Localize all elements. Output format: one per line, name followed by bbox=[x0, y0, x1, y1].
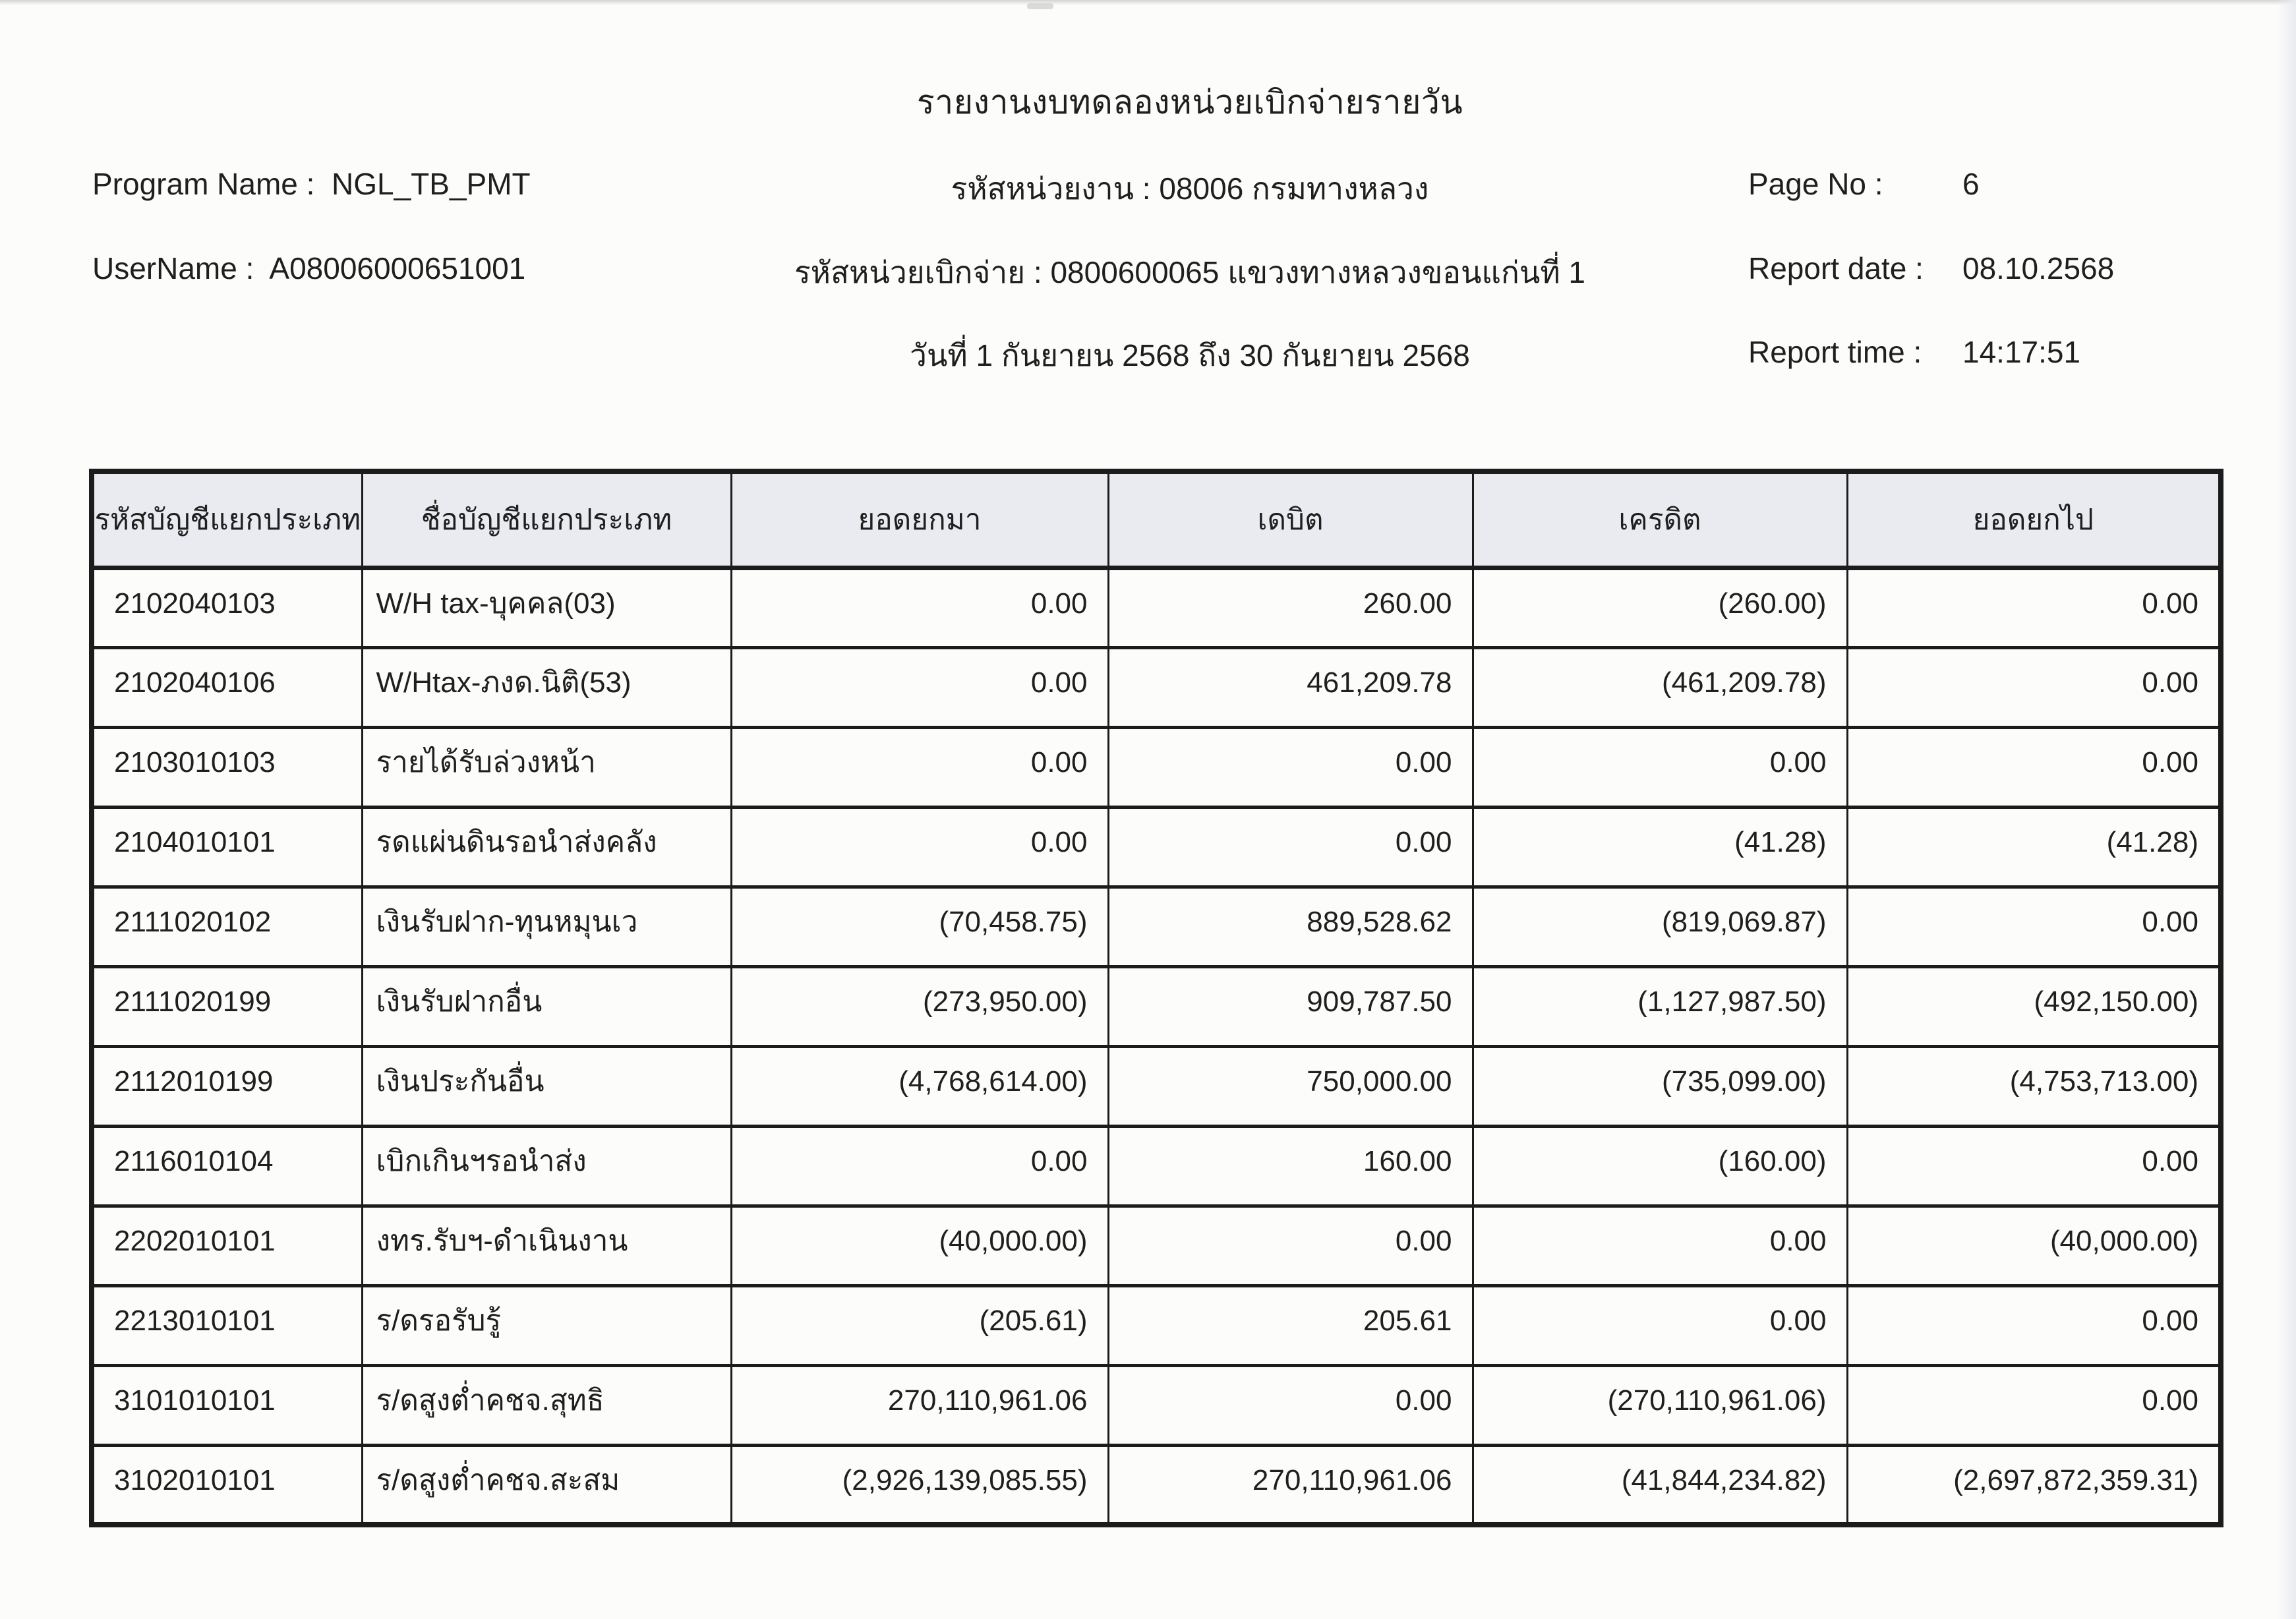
table-row bbox=[92, 1126, 2221, 1206]
account-code-cell: 2116010104 bbox=[92, 1126, 362, 1206]
account-name-cell: ร/ดสูงต่ำคชจ.สุทธิ bbox=[362, 1365, 731, 1445]
amount-cell: 0.00 bbox=[1473, 727, 1847, 807]
account-code-cell: 2104010101 bbox=[92, 807, 362, 887]
table-row bbox=[92, 887, 2221, 966]
scan-edge-top bbox=[0, 0, 2296, 5]
program-name-value: NGL_TB_PMT bbox=[332, 167, 531, 201]
amount-cell: (41.28) bbox=[1473, 807, 1847, 887]
account-code-cell: 2111020199 bbox=[92, 966, 362, 1046]
account-code-cell: 2103010103 bbox=[92, 727, 362, 807]
amount-cell: 0.00 bbox=[1847, 1126, 2221, 1206]
username-value: A08006000651001 bbox=[269, 251, 526, 285]
amount-cell: (205.61) bbox=[731, 1285, 1108, 1365]
account-name-cell: เงินประกันอื่น bbox=[362, 1046, 731, 1126]
account-name-cell: ร/ดรอรับรู้ bbox=[362, 1285, 731, 1365]
table-row bbox=[92, 1445, 2221, 1525]
amount-cell: 270,110,961.06 bbox=[731, 1365, 1108, 1445]
account-name-cell: เงินรับฝาก-ทุนหมุนเว bbox=[362, 887, 731, 966]
amount-cell: 0.00 bbox=[1108, 727, 1473, 807]
table-row bbox=[92, 1365, 2221, 1445]
table-row bbox=[92, 1206, 2221, 1285]
amount-cell: 0.00 bbox=[1473, 1206, 1847, 1285]
amount-cell: (4,753,713.00) bbox=[1847, 1046, 2221, 1126]
amount-cell: (2,926,139,085.55) bbox=[731, 1445, 1108, 1525]
report-time-label: Report time : bbox=[1748, 335, 1922, 369]
amount-cell: 0.00 bbox=[731, 1126, 1108, 1206]
amount-cell: (4,768,614.00) bbox=[731, 1046, 1108, 1126]
amount-cell: 260.00 bbox=[1108, 568, 1473, 647]
amount-cell: (492,150.00) bbox=[1847, 966, 2221, 1046]
report-time-value: 14:17:51 bbox=[1962, 335, 2081, 369]
amount-cell: (819,069.87) bbox=[1473, 887, 1847, 966]
amount-cell: 160.00 bbox=[1108, 1126, 1473, 1206]
account-code-cell: 2102040106 bbox=[92, 647, 362, 727]
amount-cell: 0.00 bbox=[1108, 807, 1473, 887]
account-name-cell: งทร.รับฯ-ดำเนินงาน bbox=[362, 1206, 731, 1285]
table-row bbox=[92, 727, 2221, 807]
username-line bbox=[92, 250, 525, 286]
account-code-cell: 2213010101 bbox=[92, 1285, 362, 1365]
column-header: เครดิต bbox=[1473, 471, 1847, 568]
amount-cell: 0.00 bbox=[1473, 1285, 1847, 1365]
amount-cell: 0.00 bbox=[1847, 887, 2221, 966]
amount-cell: (70,458.75) bbox=[731, 887, 1108, 966]
report-title: รายงานงบทดลองหน่วยเบิกจ่ายรายวัน bbox=[916, 84, 1463, 121]
account-name-cell: ร/ดสูงต่ำคชจ.สะสม bbox=[362, 1445, 731, 1525]
report-date-value: 08.10.2568 bbox=[1962, 251, 2115, 285]
amount-cell: (160.00) bbox=[1473, 1126, 1847, 1206]
username-label: UserName : bbox=[92, 251, 254, 285]
amount-cell: 0.00 bbox=[1108, 1206, 1473, 1285]
amount-cell: (270,110,961.06) bbox=[1473, 1365, 1847, 1445]
period-line: วันที่ 1 กันยายน 2568 ถึง 30 กันยายน 2568 bbox=[910, 338, 1470, 372]
amount-cell: 0.00 bbox=[1847, 568, 2221, 647]
column-header: ยอดยกไป bbox=[1847, 471, 2221, 568]
program-name-line bbox=[92, 166, 531, 202]
account-code-cell: 3102010101 bbox=[92, 1445, 362, 1525]
account-code-cell: 2111020102 bbox=[92, 887, 362, 966]
account-code-cell: 2202010101 bbox=[92, 1206, 362, 1285]
report-date-label: Report date : bbox=[1748, 251, 1924, 285]
amount-cell: 205.61 bbox=[1108, 1285, 1473, 1365]
table-row bbox=[92, 647, 2221, 727]
amount-cell: 0.00 bbox=[1847, 1365, 2221, 1445]
agency-line: รหัสหน่วยงาน : 08006 กรมทางหลวง bbox=[951, 171, 1429, 206]
table-row bbox=[92, 966, 2221, 1046]
account-code-cell: 3101010101 bbox=[92, 1365, 362, 1445]
amount-cell: (273,950.00) bbox=[731, 966, 1108, 1046]
amount-cell: 0.00 bbox=[731, 647, 1108, 727]
account-name-cell: W/Htax-ภงด.นิติ(53) bbox=[362, 647, 731, 727]
amount-cell: (41,844,234.82) bbox=[1473, 1445, 1847, 1525]
amount-cell: 0.00 bbox=[1108, 1365, 1473, 1445]
amount-cell: 0.00 bbox=[1847, 1285, 2221, 1365]
scan-artifact bbox=[1027, 3, 1053, 9]
column-header: เดบิต bbox=[1108, 471, 1473, 568]
amount-cell: (40,000.00) bbox=[731, 1206, 1108, 1285]
amount-cell: (735,099.00) bbox=[1473, 1046, 1847, 1126]
column-header: ชื่อบัญชีแยกประเภท bbox=[362, 471, 731, 568]
amount-cell: 461,209.78 bbox=[1108, 647, 1473, 727]
disbursement-unit-line: รหัสหน่วยเบิกจ่าย : 0800600065 แขวงทางหลวงขอนแก่นที่ 1 bbox=[794, 255, 1586, 289]
page-no-line bbox=[1748, 166, 1980, 202]
trial-balance-table bbox=[89, 469, 2223, 1527]
report-date-line bbox=[1748, 250, 2114, 286]
program-name-label: Program Name : bbox=[92, 167, 315, 201]
table-row bbox=[92, 807, 2221, 887]
account-name-cell: รายได้รับล่วงหน้า bbox=[362, 727, 731, 807]
page-no-value: 6 bbox=[1962, 167, 1980, 201]
amount-cell: (41.28) bbox=[1847, 807, 2221, 887]
amount-cell: 0.00 bbox=[731, 807, 1108, 887]
account-code-cell: 2112010199 bbox=[92, 1046, 362, 1126]
column-header: รหัสบัญชีแยกประเภท bbox=[92, 471, 362, 568]
amount-cell: 0.00 bbox=[731, 568, 1108, 647]
amount-cell: 270,110,961.06 bbox=[1108, 1445, 1473, 1525]
account-name-cell: W/H tax-บุคคล(03) bbox=[362, 568, 731, 647]
page-no-label: Page No : bbox=[1748, 167, 1883, 201]
amount-cell: 750,000.00 bbox=[1108, 1046, 1473, 1126]
amount-cell: (1,127,987.50) bbox=[1473, 966, 1847, 1046]
table-row bbox=[92, 1285, 2221, 1365]
report-time-line bbox=[1748, 334, 2080, 370]
amount-cell: 0.00 bbox=[731, 727, 1108, 807]
scan-edge-right bbox=[2276, 0, 2296, 1619]
account-name-cell: เงินรับฝากอื่น bbox=[362, 966, 731, 1046]
column-header: ยอดยกมา bbox=[731, 471, 1108, 568]
amount-cell: (461,209.78) bbox=[1473, 647, 1847, 727]
amount-cell: (260.00) bbox=[1473, 568, 1847, 647]
amount-cell: 909,787.50 bbox=[1108, 966, 1473, 1046]
table-row bbox=[92, 1046, 2221, 1126]
amount-cell: 889,528.62 bbox=[1108, 887, 1473, 966]
account-name-cell: เบิกเกินฯรอนำส่ง bbox=[362, 1126, 731, 1206]
table-header-row bbox=[92, 471, 2221, 568]
amount-cell: 0.00 bbox=[1847, 727, 2221, 807]
amount-cell: (2,697,872,359.31) bbox=[1847, 1445, 2221, 1525]
amount-cell: (40,000.00) bbox=[1847, 1206, 2221, 1285]
account-name-cell: รดแผ่นดินรอนำส่งคลัง bbox=[362, 807, 731, 887]
table-row bbox=[92, 568, 2221, 647]
account-code-cell: 2102040103 bbox=[92, 568, 362, 647]
amount-cell: 0.00 bbox=[1847, 647, 2221, 727]
